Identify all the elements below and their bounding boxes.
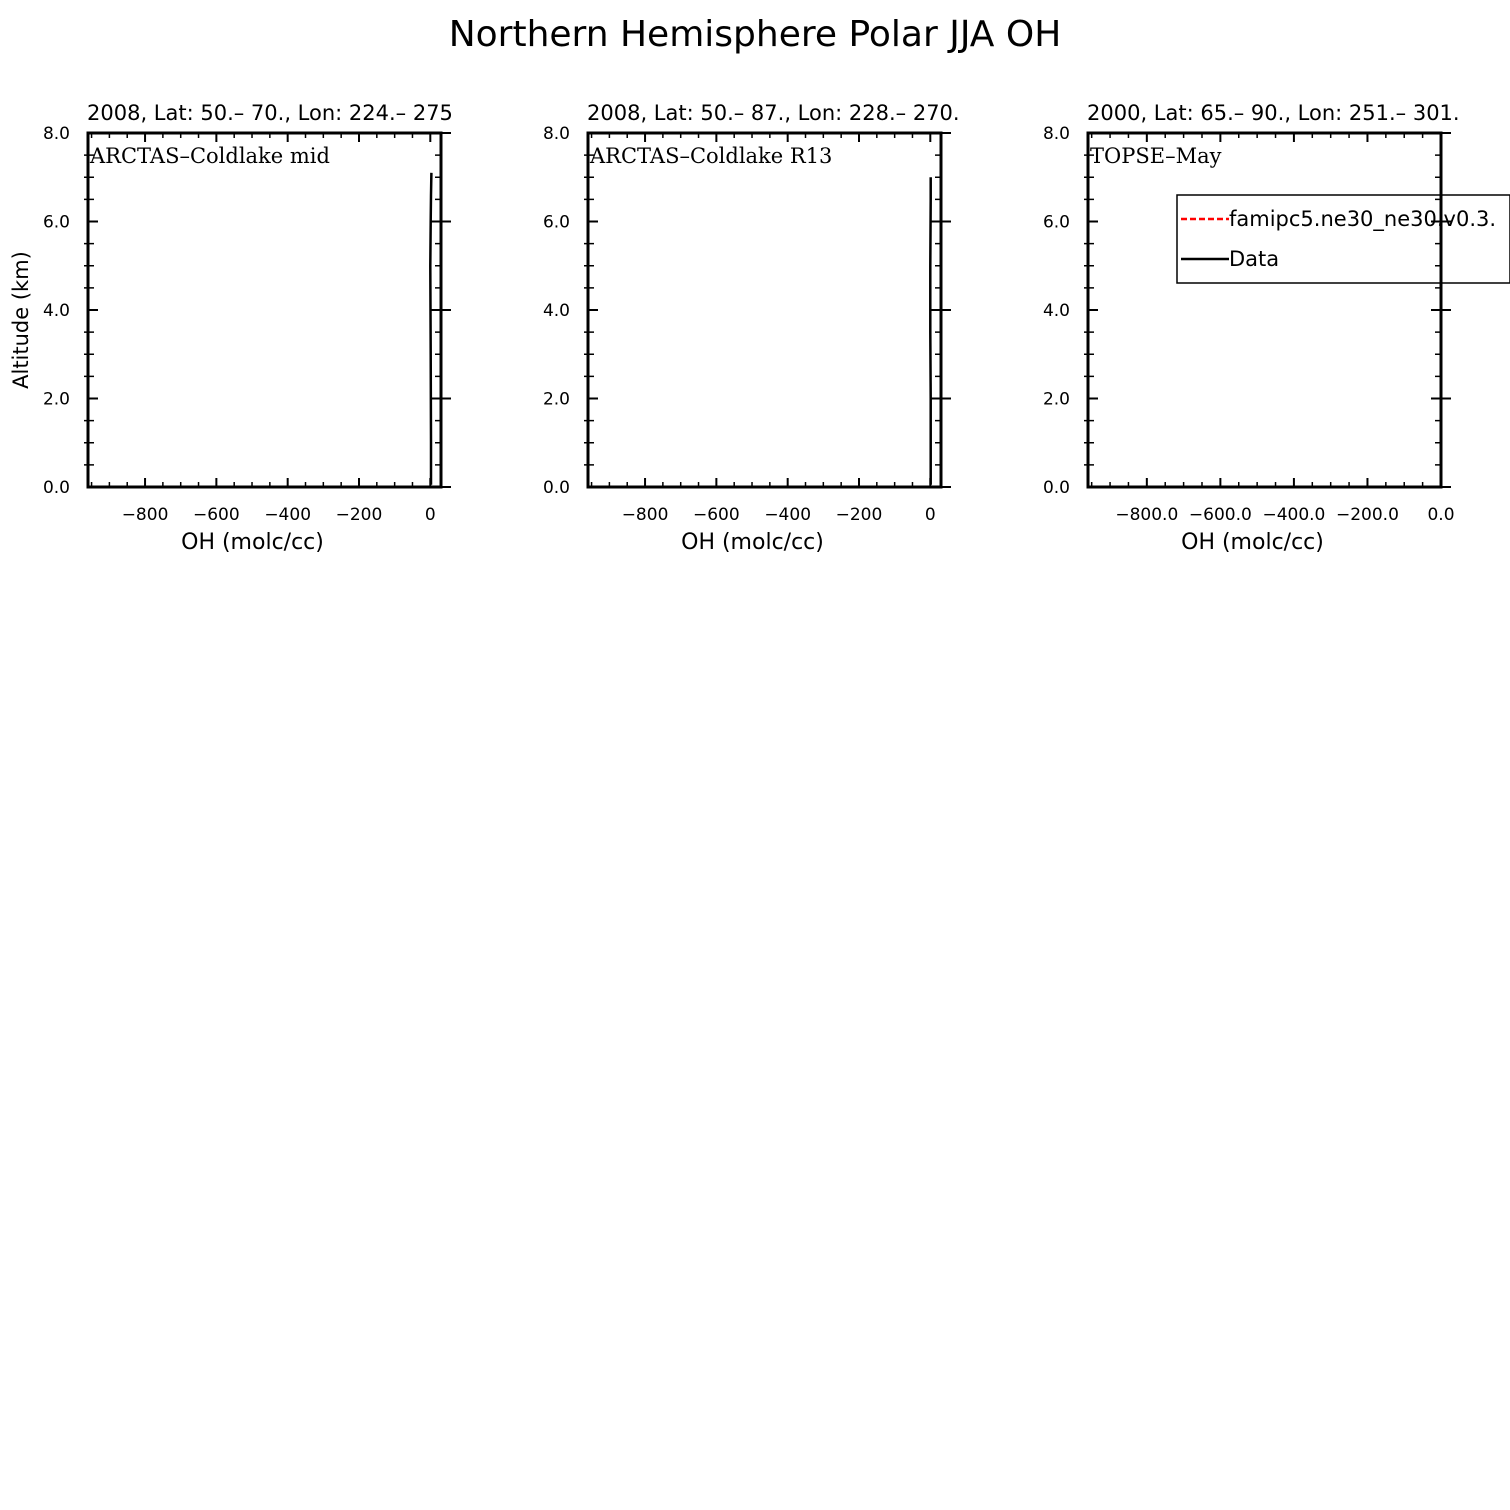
plot-frame (1088, 133, 1441, 487)
series-line-data (430, 173, 431, 485)
y-tick-label: 4.0 (42, 301, 70, 321)
x-tick-label: −200 (835, 505, 883, 525)
campaign-annotation: ARCTAS–Coldlake mid (90, 144, 330, 168)
x-tick-label: −600 (193, 505, 240, 525)
y-tick-label: 8.0 (42, 124, 70, 144)
x-tick-label: −200 (335, 505, 383, 525)
x-tick-label: −600.0 (1188, 505, 1252, 525)
y-tick-label: 4.0 (542, 301, 570, 321)
plot-frame (588, 133, 941, 487)
x-tick-label: 0 (424, 505, 436, 525)
panel-header: 2008, Lat: 50.– 70., Lon: 224.– 275 (87, 101, 453, 125)
y-tick-label: 2.0 (42, 389, 70, 410)
y-tick-label: 6.0 (42, 212, 70, 233)
x-tick-label: −600 (693, 505, 740, 525)
y-tick-label: 2.0 (542, 389, 570, 410)
campaign-annotation: ARCTAS–Coldlake R13 (590, 144, 833, 168)
x-axis-label: OH (molc/cc) (1181, 530, 1324, 555)
y-tick-label: 6.0 (1042, 212, 1070, 233)
campaign-annotation: TOPSE–May (1090, 144, 1222, 168)
x-tick-label: −400 (764, 505, 812, 525)
x-axis-label: OH (molc/cc) (181, 530, 324, 555)
x-axis-label: OH (molc/cc) (681, 530, 824, 555)
x-tick-label: −200.0 (1335, 505, 1399, 525)
figure-title: Northern Hemisphere Polar JJA OH (448, 14, 1062, 55)
chart-panel-2 (543, 101, 960, 555)
panels (9, 101, 1510, 555)
y-tick-label: 0.0 (42, 478, 70, 498)
legend (1177, 195, 1510, 283)
y-tick-label: 0.0 (542, 478, 570, 498)
y-axis-label: Altitude (km) (9, 251, 33, 389)
plot-frame (88, 133, 441, 487)
y-tick-label: 6.0 (542, 212, 570, 233)
y-tick-label: 2.0 (1042, 389, 1070, 410)
legend-label: Data (1229, 247, 1280, 271)
x-tick-label: 0 (924, 505, 936, 525)
y-tick-label: 8.0 (1042, 124, 1070, 144)
x-tick-label: −800 (621, 505, 669, 525)
panel-header: 2008, Lat: 50.– 87., Lon: 228.– 270. (587, 101, 960, 125)
chart-panel-3 (1043, 101, 1510, 555)
legend-label: famipc5.ne30_ne30.v0.3. (1229, 207, 1497, 231)
x-tick-label: −800 (121, 505, 169, 525)
y-tick-label: 0.0 (1042, 478, 1070, 498)
x-tick-label: −400.0 (1262, 505, 1326, 525)
panel-header: 2000, Lat: 65.– 90., Lon: 251.– 301. (1087, 101, 1460, 125)
x-tick-label: 0.0 (1427, 505, 1455, 525)
x-tick-label: −400 (264, 505, 312, 525)
y-tick-label: 4.0 (1042, 301, 1070, 321)
y-tick-label: 8.0 (542, 124, 570, 144)
chart-panel-1 (9, 101, 453, 555)
x-tick-label: −800.0 (1115, 505, 1179, 525)
